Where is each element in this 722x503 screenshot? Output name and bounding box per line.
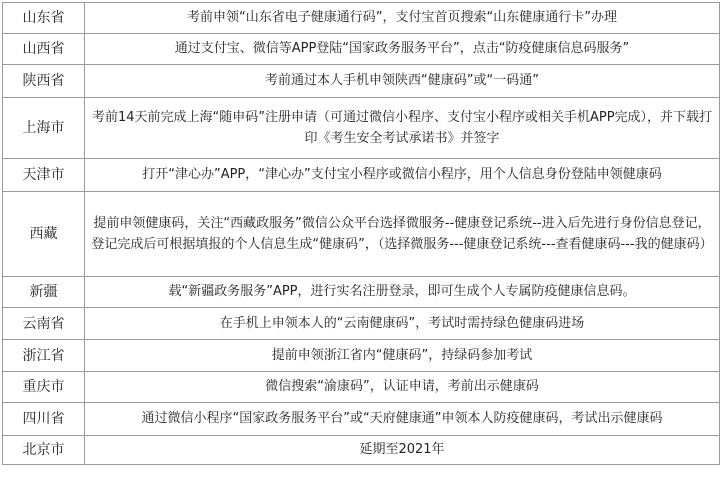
region-cell: 西藏 bbox=[3, 192, 85, 277]
region-cell: 云南省 bbox=[3, 308, 85, 340]
info-cell: 提前申领浙江省内“健康码”，持绿码参加考试 bbox=[85, 340, 720, 372]
region-cell: 山东省 bbox=[3, 3, 85, 34]
table-row bbox=[3, 436, 720, 465]
info-cell: 提前申领健康码，关注“西藏政服务”微信公众平台选择微服务--健康登记系统--进入后先进行身份信息登记，登记完成后可根据填报的个人信息生成“健康码”，（选择微服务---健康登记系统---查看健康码---我的健康码） bbox=[85, 192, 720, 277]
table-row bbox=[3, 98, 720, 159]
region-cell: 山西省 bbox=[3, 34, 85, 65]
table-row bbox=[3, 277, 720, 308]
info-cell: 通过支付宝、微信等APP登陆“国家政务服务平台”，点击“防疫健康信息码服务” bbox=[85, 34, 720, 65]
table-row bbox=[3, 159, 720, 192]
info-cell: 微信搜索“渝康码”，认证申请，考前出示健康码 bbox=[85, 372, 720, 403]
health-code-table bbox=[2, 2, 720, 465]
info-cell: 考前通过本人手机申领陕西“健康码”或“一码通” bbox=[85, 65, 720, 98]
region-cell: 新疆 bbox=[3, 277, 85, 308]
table-body bbox=[3, 3, 720, 465]
table-row bbox=[3, 308, 720, 340]
table-row bbox=[3, 403, 720, 436]
table-row bbox=[3, 192, 720, 277]
info-cell: 考前申领“山东省电子健康通行码”，支付宝首页搜索“山东健康通行卡”办理 bbox=[85, 3, 720, 34]
region-cell: 北京市 bbox=[3, 436, 85, 465]
table-row bbox=[3, 34, 720, 65]
table-row bbox=[3, 372, 720, 403]
info-cell: 打开“津心办”APP，“津心办”支付宝小程序或微信小程序，用个人信息身份登陆申领健康码 bbox=[85, 159, 720, 192]
table-row bbox=[3, 340, 720, 372]
info-cell: 延期至2021年 bbox=[85, 436, 720, 465]
table-row bbox=[3, 3, 720, 34]
region-cell: 天津市 bbox=[3, 159, 85, 192]
info-cell: 载“新疆政务服务”APP，进行实名注册登录，即可生成个人专属防疫健康信息码。 bbox=[85, 277, 720, 308]
region-cell: 浙江省 bbox=[3, 340, 85, 372]
table-row bbox=[3, 65, 720, 98]
region-cell: 陕西省 bbox=[3, 65, 85, 98]
region-cell: 四川省 bbox=[3, 403, 85, 436]
info-cell: 考前14天前完成上海“随申码”注册申请（可通过微信小程序、支付宝小程序或相关手机APP完成），并下载打印《考生安全考试承诺书》并签字 bbox=[85, 98, 720, 159]
info-cell: 通过微信小程序“国家政务服务平台”或“天府健康通”申领本人防疫健康码，考试出示健康码 bbox=[85, 403, 720, 436]
region-cell: 上海市 bbox=[3, 98, 85, 159]
region-cell: 重庆市 bbox=[3, 372, 85, 403]
info-cell: 在手机上申领本人的“云南健康码”，考试时需持绿色健康码进场 bbox=[85, 308, 720, 340]
